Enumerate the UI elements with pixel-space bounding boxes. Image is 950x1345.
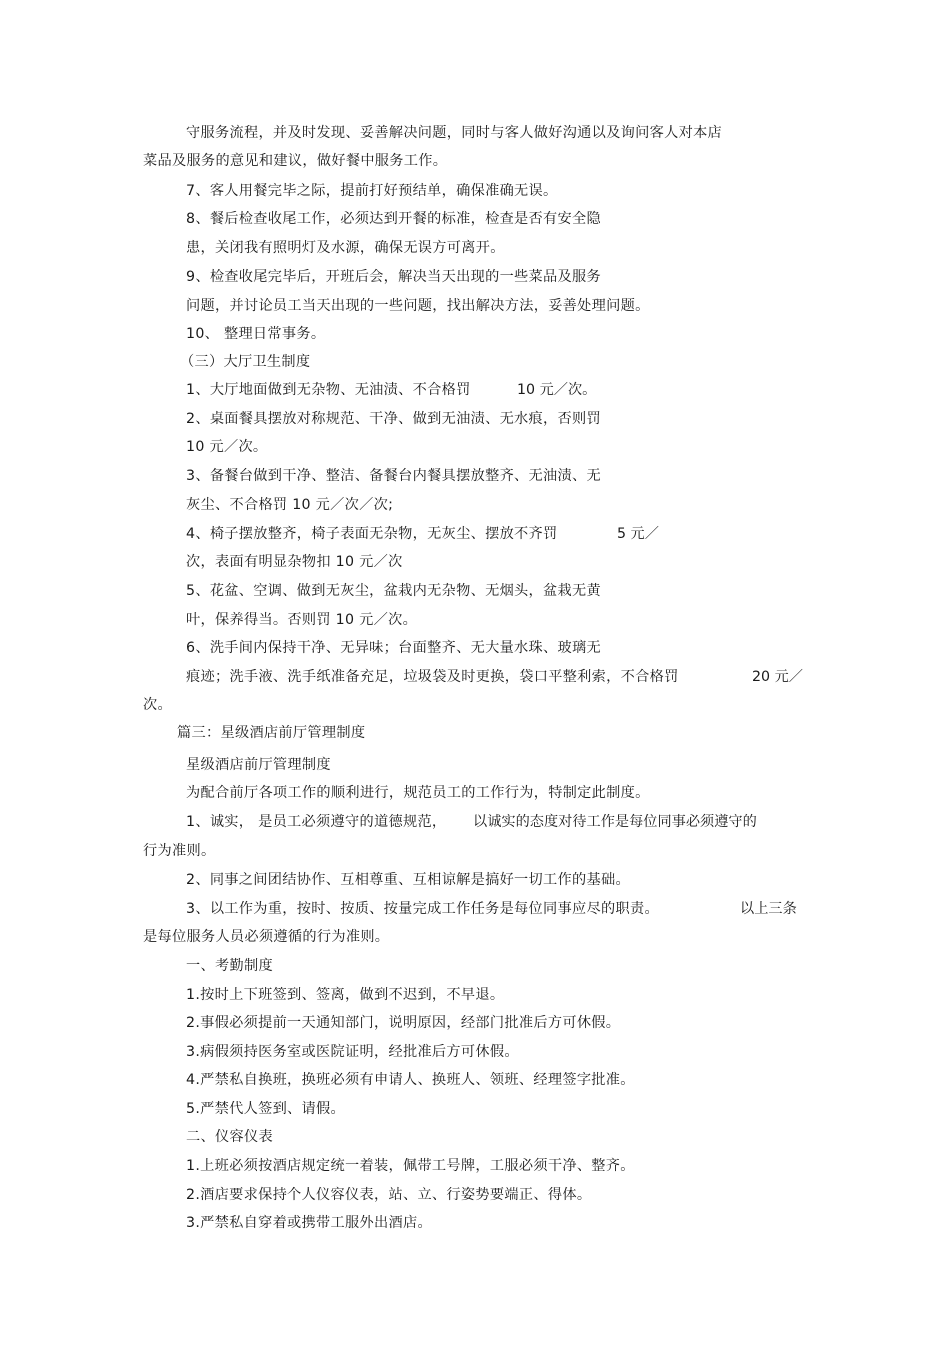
paragraph-line: 灰尘、不合格罚 10 元／次／次; [186, 497, 394, 513]
list-item: 5、花盆、空调、做到无灰尘，盆栽内无杂物、无烟头，盆栽无黄 [186, 583, 601, 599]
list-item: 3.严禁私自穿着或携带工服外出酒店。 [186, 1215, 432, 1231]
paragraph-line: 问题，并讨论员工当天出现的一些问题，找出解决方法，妥善处理问题。 [186, 298, 650, 314]
paragraph-line: 以诚实的态度对待工作是每位同事必须遵守的 [473, 814, 757, 830]
list-item: 10、 整理日常事务。 [186, 326, 326, 342]
fine-amount: 10 元／次。 [517, 382, 597, 398]
section-heading: 二、仪容仪表 [186, 1129, 273, 1145]
list-item: 6、洗手间内保持干净、无异味；台面整齐、无大量水珠、玻璃无 [186, 640, 601, 656]
paragraph-line: 是每位服务人员必须遵循的行为准则。 [143, 929, 390, 945]
paragraph-line: 痕迹；洗手液、洗手纸准备充足，垃圾袋及时更换，袋口平整利索，不合格罚 [186, 669, 679, 685]
chapter-heading: 篇三：星级酒店前厅管理制度 [177, 725, 366, 741]
list-item: 8、餐后检查收尾工作，必须达到开餐的标准，检查是否有安全隐 [186, 211, 601, 227]
list-item: 1、大厅地面做到无杂物、无油渍、不合格罚 [186, 382, 471, 398]
fine-amount: 20 元／ [752, 669, 803, 685]
list-item: 1.上班必须按酒店规定统一着装，佩带工号牌，工服必须干净、整齐。 [186, 1158, 635, 1174]
list-item: 3.病假须持医务室或医院证明，经批准后方可休假。 [186, 1044, 519, 1060]
list-item: 9、检查收尾完毕后，开班后会，解决当天出现的一些菜品及服务 [186, 269, 601, 285]
list-item: 1、诚实， 是员工必须遵守的道德规范， [186, 814, 447, 830]
paragraph-line: 守服务流程，并及时发现、妥善解决问题，同时与客人做好沟通以及询问客人对本店 [186, 125, 723, 141]
paragraph-line: 菜品及服务的意见和建议，做好餐中服务工作。 [143, 153, 448, 169]
list-item: 4、椅子摆放整齐，椅子表面无杂物，无灰尘、摆放不齐罚 [186, 526, 558, 542]
paragraph-line: 患，关闭我有照明灯及水源，确保无误方可离开。 [186, 240, 505, 256]
paragraph-line: 为配合前厅各项工作的顺利进行，规范员工的工作行为，特制定此制度。 [186, 785, 650, 801]
paragraph-line: 次。 [143, 697, 172, 713]
fine-amount: 5 元／ [617, 526, 659, 542]
list-item: 2.事假必须提前一天通知部门，说明原因，经部门批准后方可休假。 [186, 1015, 621, 1031]
paragraph-line: 10 元／次。 [186, 439, 268, 455]
list-item: 5.严禁代人签到、请假。 [186, 1101, 346, 1117]
paragraph-line: 以上三条 [740, 901, 797, 917]
document-title: 星级酒店前厅管理制度 [186, 757, 331, 773]
list-item: 4.严禁私自换班，换班必须有申请人、换班人、领班、经理签字批准。 [186, 1072, 635, 1088]
list-item: 2、同事之间团结协作、互相尊重、互相谅解是搞好一切工作的基础。 [186, 872, 630, 888]
list-item: 3、以工作为重，按时、按质、按量完成工作任务是每位同事应尽的职责。 [186, 901, 659, 917]
list-item: 3、备餐台做到干净、整洁、备餐台内餐具摆放整齐、无油渍、无 [186, 468, 601, 484]
list-item: 1.按时上下班签到、签离，做到不迟到，不早退。 [186, 987, 505, 1003]
list-item: 2.酒店要求保持个人仪容仪表，站、立、行姿势要端正、得体。 [186, 1187, 592, 1203]
list-item: 2、桌面餐具摆放对称规范、干净、做到无油渍、无水痕，否则罚 [186, 411, 601, 427]
paragraph-line: 叶，保养得当。否则罚 10 元／次。 [186, 612, 418, 628]
paragraph-line: 次，表面有明显杂物扣 10 元／次 [186, 554, 403, 570]
section-heading: （三）大厅卫生制度 [180, 354, 311, 370]
list-item: 7、客人用餐完毕之际，提前打好预结单，确保准确无误。 [186, 183, 558, 199]
paragraph-line: 行为准则。 [143, 843, 216, 859]
section-heading: 一、考勤制度 [186, 958, 273, 974]
